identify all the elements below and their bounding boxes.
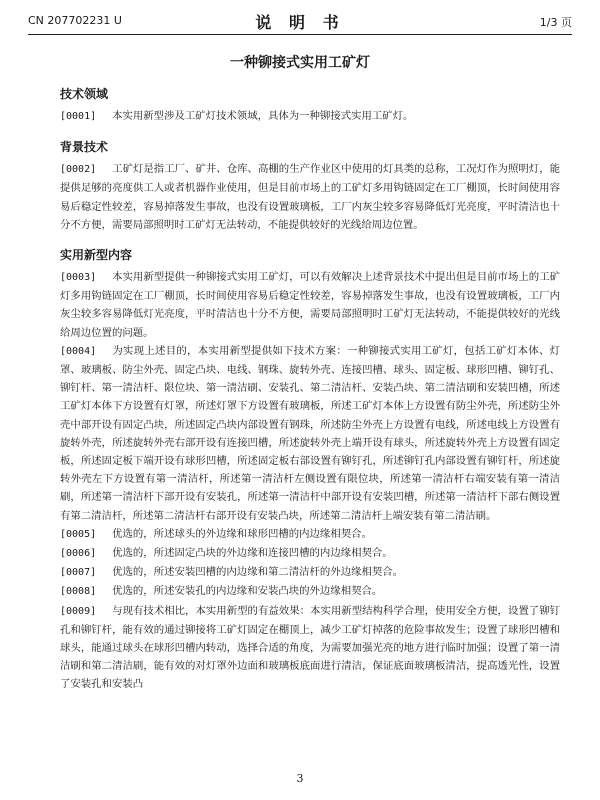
page-number: 3	[296, 772, 304, 785]
section-background	[60, 139, 560, 234]
section-heading: 实用新型内容	[60, 248, 133, 263]
page-info: 1/3 页	[539, 16, 572, 29]
page-header	[28, 10, 572, 35]
doc-number: CN 207702231 U	[28, 14, 122, 27]
paragraph-number: [0004]	[60, 345, 97, 357]
paragraph-text: 与现有技术相比，本实用新型的有益效果：本实用新型结构科学合理，使用安全方便，设置了铆钉孔和铆钉杆，能有效的通过铆接将工矿灯固定在棚顶上，减少工矿灯掉落的危险事故发生；设置了球形凹槽和球头，能通过球头在球形凹槽内转动，选择合适的角度，为需要加强光亮的地方进行临时加强；设置了第一清洁刷和第二清洁刷，能有效的对灯罩外边面和玻璃板底面进行清洁，保证底面玻璃板清洁，提高透光性，设置了安装孔和安装凸	[60, 604, 560, 691]
section-heading: 技术领域	[60, 87, 109, 101]
paragraph-text: 本实用新型提供一种铆接式实用工矿灯，可以有效解决上述背景技术中提出但是目前市场上的工矿灯多用钩链固定在工厂棚顶，长时间使用容易后稳定性较差，容易掉落发生事故，也没有设置玻璃板，工厂内灰尘较多容易降低灯光亮度，平时清洁也十分不方便，需要局部照明时工矿灯无法转动，不能提供较好的光线给周边位置的问题。	[60, 271, 560, 339]
doc-type: 说 明 书	[255, 13, 345, 32]
section-content	[60, 247, 560, 694]
paragraph	[60, 342, 560, 525]
paragraph-text: 优选的，所述固定凸块的外边缘和连接凹槽的内边缘相契合。	[112, 547, 393, 560]
paragraph	[60, 582, 560, 601]
document-title: 一种铆接式实用工矿灯	[230, 55, 370, 71]
paragraph-text: 工矿灯是指工厂、矿井、仓库、高棚的生产作业区中使用的灯具类的总称，工况灯作为照明灯，能提供足够的亮度供工人或者机器作业使用，但是目前市场上的工矿灯多用钩链固定在工厂棚顶，长时间使用容易后稳定性较差，容易掉落发生事故，也没有设置玻璃板，工厂内灰尘较多容易降低灯光亮度，平时清洁也十分不方便，需要局部照明时工矿灯无法转动，不能提供较好的光线给周边位置。	[60, 163, 560, 231]
paragraph-number: [0001]	[60, 111, 97, 122]
paragraph	[60, 160, 560, 234]
paragraph-number: [0005]	[60, 528, 97, 540]
paragraph-number: [0007]	[60, 567, 97, 579]
paragraph	[60, 107, 560, 126]
paragraph-text: 优选的，所述安装凹槽的内边缘和第二清洁杆的外边缘相契合。	[112, 566, 404, 579]
paragraph-text: 优选的，所述球头的外边缘和球形凹槽的内边缘相契合。	[112, 527, 372, 540]
document-body	[60, 86, 560, 694]
paragraph-number: [0003]	[60, 272, 97, 284]
paragraph	[60, 525, 560, 544]
paragraph	[60, 602, 560, 694]
paragraph	[60, 268, 560, 342]
section-heading: 背景技术	[60, 140, 109, 155]
paragraph	[60, 544, 560, 563]
paragraph-number: [0006]	[60, 548, 97, 560]
paragraph	[60, 563, 560, 582]
section-tech-field	[60, 86, 560, 126]
paragraph-text: 优选的，所述安装孔的内边缘和安装凸块的外边缘相契合。	[112, 585, 383, 598]
paragraph-text: 本实用新型涉及工矿灯技术领域，具体为一种铆接式实用工矿灯。	[112, 110, 414, 122]
paragraph-number: [0009]	[60, 605, 97, 617]
paragraph-number: [0002]	[60, 164, 97, 176]
paragraph-number: [0008]	[60, 586, 97, 598]
paragraph-text: 为实现上述目的，本实用新型提供如下技术方案：一种铆接式实用工矿灯，包括工矿灯本体、灯罩、玻璃板、防尘外壳、固定凸块、电线、钢珠、旋转外壳、连接凹槽、球头、固定板、球形凹槽、铆钉孔、铆钉杆、第一清洁杆、限位块、第一清洁刷、安装孔、第二清洁杆、安装凸块、第二清洁刷和安装凹槽，所述工矿灯本体下方设置有灯罩，所述灯罩下方设置有玻璃板，所述工矿灯本体上方设置有防尘外壳，所述防尘外壳中部开设有固定凸块，所述固定凸块内部设置有钢珠，所述防尘外壳上方设置有电线，所述电线上方设置有旋转外壳，所述旋转外壳右部开设有连接凹槽，所述旋转外壳上端开设有球头，所述旋转外壳上方设置有固定板，所述固定板下端开设有球形凹槽，所述固定板右部设置有铆钉孔，所述铆钉孔内部设置有铆钉杆，所述旋转外壳左下方设置有第一清洁杆，所述第一清洁杆左侧设置有限位块，所述第一清洁杆右端安装有第一清洁刷，所述第一清洁杆下部开设有安装孔，所述第一清洁杆中部开设有安装凹槽，所述第一清洁杆下部右侧设置有第二清洁杆，所述第二清洁杆右部开设有安装凸块，所述第二清洁杆上端安装有第二清洁刷。	[60, 344, 560, 522]
